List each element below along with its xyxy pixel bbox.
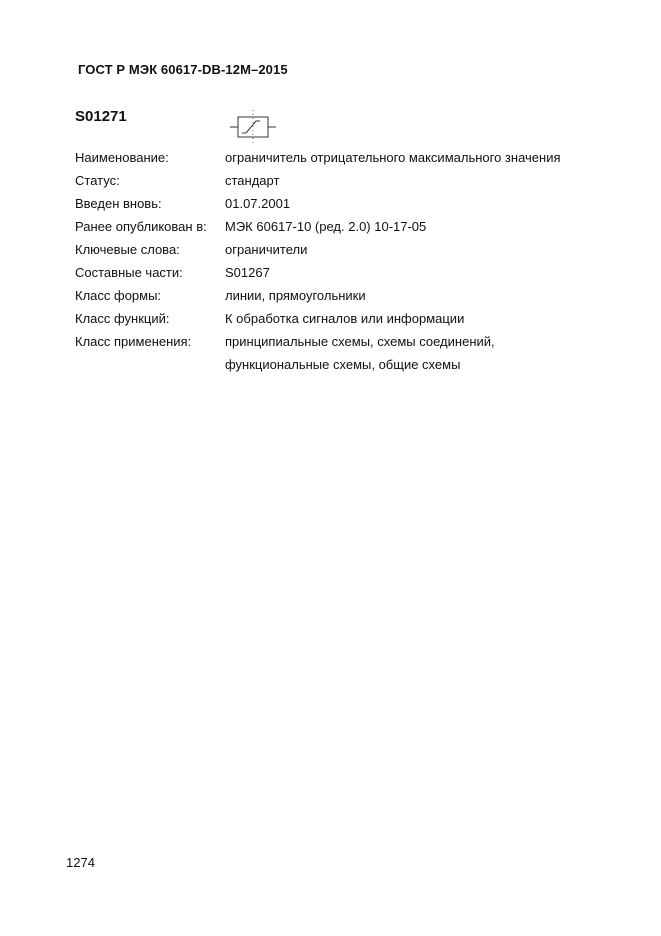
attribute-value-line: К обработка сигналов или информации — [225, 311, 465, 326]
attribute-value — [225, 264, 270, 287]
attribute-row — [75, 172, 635, 195]
attribute-value — [225, 172, 279, 195]
attribute-label: Класс формы: — [75, 288, 162, 303]
attribute-value-line: МЭК 60617-10 (ред. 2.0) 10-17-05 — [225, 219, 427, 234]
attribute-row — [75, 333, 635, 379]
attribute-row — [75, 149, 635, 172]
attributes-list — [75, 149, 635, 379]
attribute-value — [225, 149, 561, 172]
attribute-value-line: S01267 — [225, 265, 270, 280]
attribute-value-line: линии, прямоугольники — [225, 288, 366, 303]
attribute-value-line: стандарт — [225, 173, 280, 188]
attribute-label: Класс функций: — [75, 311, 170, 326]
attribute-label: Составные части: — [75, 265, 183, 280]
document-header: ГОСТ Р МЭК 60617-DB-12M–2015 — [78, 62, 288, 77]
attribute-label: Статус: — [75, 173, 120, 188]
attribute-value — [225, 287, 366, 310]
attribute-value-line: ограничитель отрицательного максимального значения — [225, 150, 561, 165]
attribute-label: Ключевые слова: — [75, 242, 180, 257]
attribute-value-line: принципиальные схемы, схемы соединений, — [225, 334, 495, 349]
limiter-symbol-icon — [228, 108, 278, 148]
attribute-row — [75, 218, 635, 241]
attribute-row — [75, 264, 635, 287]
attribute-row — [75, 241, 635, 264]
attribute-row — [75, 310, 635, 333]
page-number: 1274 — [66, 855, 95, 870]
attribute-value — [225, 333, 495, 379]
attribute-value — [225, 310, 464, 333]
attribute-row — [75, 195, 635, 218]
symbol-code: S01271 — [75, 108, 127, 125]
attribute-label: Класс применения: — [75, 334, 192, 349]
attribute-label: Наименование: — [75, 150, 169, 165]
attribute-label: Введен вновь: — [75, 196, 162, 211]
attribute-value — [225, 218, 426, 241]
attribute-value-line: 01.07.2001 — [225, 196, 291, 211]
attribute-value — [225, 241, 307, 264]
attribute-value — [225, 195, 290, 218]
attribute-value-line: функциональные схемы, общие схемы — [225, 357, 461, 372]
attribute-label: Ранее опубликован в: — [75, 219, 207, 234]
attribute-row — [75, 287, 635, 310]
attribute-value-line: ограничители — [225, 242, 308, 257]
